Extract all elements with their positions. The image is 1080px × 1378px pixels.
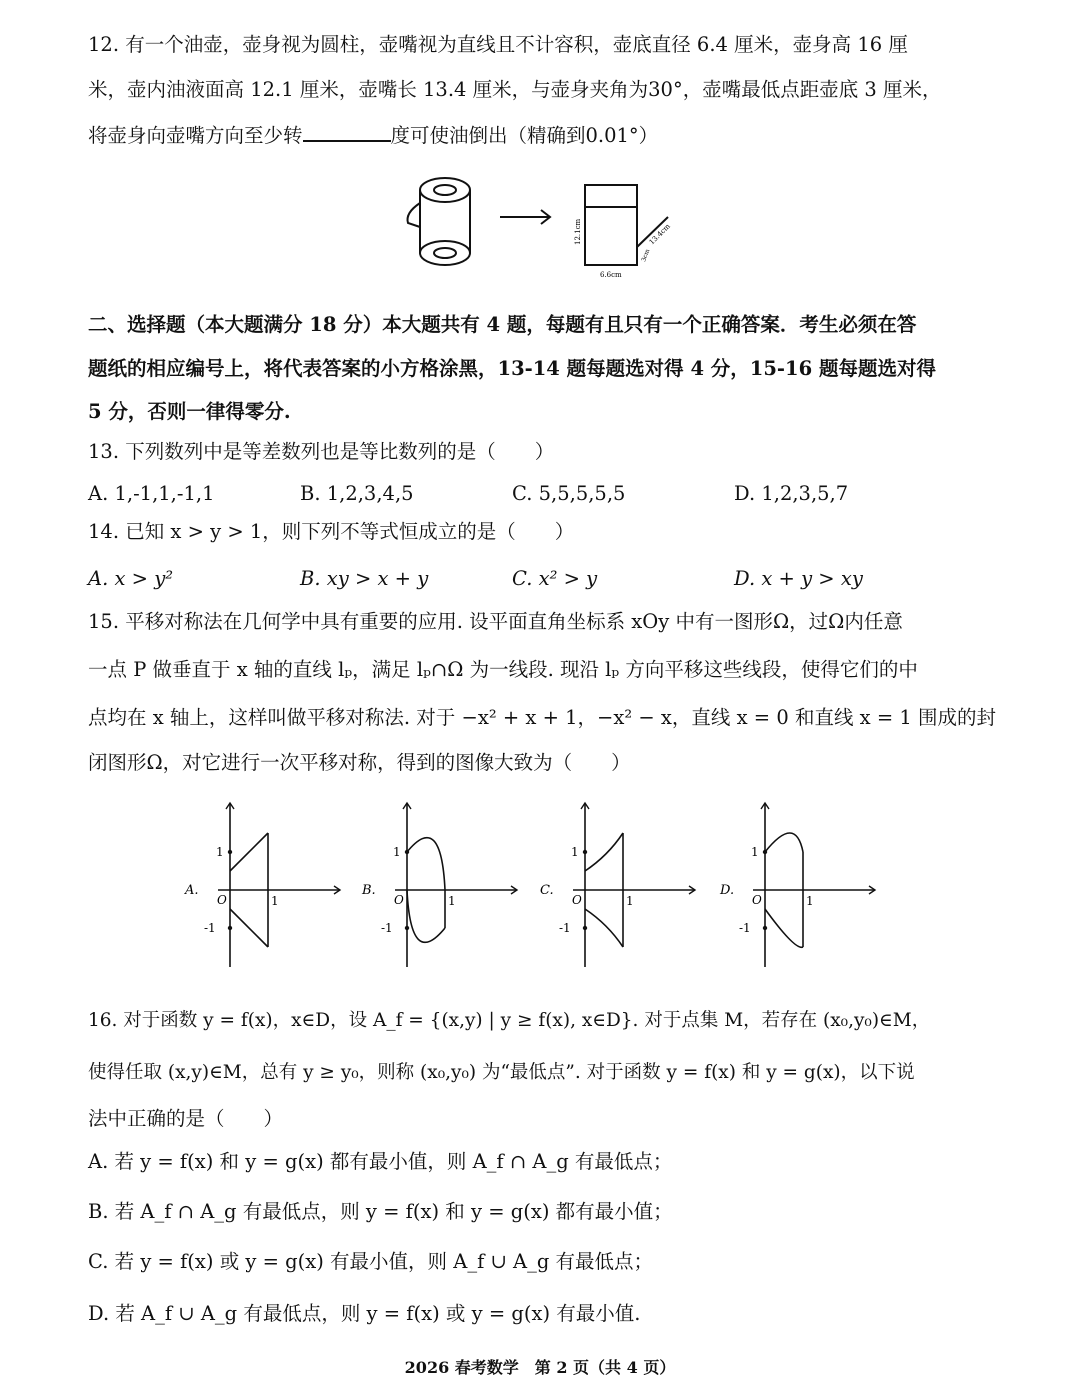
- q13-option-b[interactable]: B. 1,2,3,4,5: [300, 482, 414, 505]
- graph-a-label-neg1: -1: [204, 921, 216, 935]
- graph-d-option-label: D.: [720, 883, 735, 898]
- q13-stem: 13. 下列数列中是等差数列也是等比数列的是（ ）: [88, 440, 555, 463]
- q12-line-3-post: 度可使油倒出（精确到0.01°）: [390, 124, 659, 147]
- graph-c-label-1: 1: [571, 845, 579, 859]
- q16-line-1: 16. 对于函数 y = f(x)，x∈D，设 A_f = {(x,y) | y ≥ f(x), x∈D}. 对于点集 M，若存在 (x₀,y₀)∈M，: [88, 1010, 931, 1031]
- graph-d-tick-dot-neg1: [763, 926, 767, 930]
- q16-option-a[interactable]: A. 若 y = f(x) 和 y = g(x) 都有最小值，则 A_f ∩ A_g 有最低点；: [88, 1150, 673, 1173]
- graph-d-label-x1: 1: [806, 894, 814, 908]
- graph-b-label-neg1: -1: [381, 921, 393, 935]
- q12-line-1: 12. 有一个油壶，壶身视为圆柱，壶嘴视为直线且不计容积，壶底直径 6.4 厘米，壶身高 16 厘: [88, 33, 908, 56]
- graph-c-upper-curve: [585, 833, 623, 871]
- graph-a-origin: O: [217, 893, 227, 907]
- graph-b-tick-dot-neg1: [405, 926, 409, 930]
- graph-b-lower-curve: [407, 890, 445, 942]
- graph-a-tick-dot-1: [228, 850, 232, 854]
- q15-line-1: 15. 平移对称法在几何学中具有重要的应用. 设平面直角坐标系 xOy 中有一图形Ω，过Ω内任意: [88, 610, 903, 633]
- page-footer: 2026 春考数学 第 2 页（共 4 页）: [404, 1358, 676, 1377]
- q14-option-c[interactable]: C. x² > y: [512, 567, 598, 590]
- q12-line-3-pre: 将壶身向壶嘴方向至少转: [88, 124, 303, 147]
- graph-b-upper-curve: [407, 838, 445, 890]
- q14-stem: 14. 已知 x > y > 1，则下列不等式恒成立的是（ ）: [88, 520, 575, 543]
- answer-blank[interactable]: [303, 122, 391, 142]
- q14-option-d[interactable]: D. x + y > xy: [734, 567, 863, 590]
- q13-option-d[interactable]: D. 1,2,3,5,7: [734, 482, 849, 505]
- fig-label-3cm: 3cm: [640, 248, 652, 263]
- q12-line-3: [88, 122, 658, 147]
- q15-option-graphs: [175, 795, 895, 975]
- q13-option-a[interactable]: A. 1,-1,1,-1,1: [88, 482, 215, 505]
- q16-option-b[interactable]: B. 若 A_f ∩ A_g 有最低点，则 y = f(x) 和 y = g(x) 都有最小值；: [88, 1200, 673, 1223]
- fig-label-spout: 13.4cm: [647, 222, 672, 247]
- graph-c-tick-dot-1: [583, 850, 587, 854]
- cross-section-drawing: [585, 185, 668, 265]
- graph-a-upper-curve: [230, 833, 268, 871]
- q16-option-c[interactable]: C. 若 y = f(x) 或 y = g(x) 有最小值，则 A_f ∪ A_g 有最低点；: [88, 1250, 654, 1273]
- q15-line-3: 点均在 x 轴上，这样叫做平移对称法. 对于 −x² + x + 1，−x² − x，直线 x = 0 和直线 x = 1 围成的封: [88, 706, 996, 729]
- graph-d-label-neg1: -1: [739, 921, 751, 935]
- graph-b-option-label: B.: [362, 883, 376, 898]
- graph-a-option-label: A.: [185, 883, 199, 898]
- graph-c-lower-curve: [585, 909, 623, 947]
- q16-line-3: 法中正确的是（ ）: [88, 1107, 284, 1130]
- graph-a-lower-curve: [230, 909, 268, 947]
- section2-line-3: 5 分，否则一律得零分.: [88, 400, 291, 423]
- graph-d-label-1: 1: [751, 845, 759, 859]
- graph-d-origin: O: [752, 893, 762, 907]
- graph-d-upper-curve: [765, 833, 803, 852]
- q14-option-b[interactable]: B. xy > x + y: [300, 567, 429, 590]
- oil-pot-figure: [400, 165, 700, 285]
- q13-option-c[interactable]: C. 5,5,5,5,5: [512, 482, 626, 505]
- fig-label-height: 12.1cm: [574, 218, 582, 245]
- graph-b-label-1: 1: [393, 845, 401, 859]
- graph-c-label-x1: 1: [626, 894, 634, 908]
- right-arrow-icon: [500, 210, 550, 224]
- graph-c-tick-dot-neg1: [583, 926, 587, 930]
- section2-line-1: 二、选择题（本大题满分 18 分）本大题共有 4 题，每题有且只有一个正确答案．考生必须在答: [88, 313, 917, 336]
- fig-label-bottom: 6.6cm: [600, 271, 622, 279]
- graph-d-tick-dot-1: [763, 850, 767, 854]
- graph-a-label-x1: 1: [271, 894, 279, 908]
- cylinder-drawing: [408, 178, 471, 265]
- graph-c-option-label: C.: [540, 883, 554, 898]
- graph-b-label-x1: 1: [448, 894, 456, 908]
- graph-c-origin: O: [572, 893, 582, 907]
- graph-a-tick-dot-neg1: [228, 926, 232, 930]
- q15-line-2: 一点 P 做垂直于 x 轴的直线 lₚ，满足 lₚ∩Ω 为一线段. 现沿 lₚ 方向平移这些线段，使得它们的中: [88, 658, 918, 681]
- q16-line-2: 使得任取 (x,y)∈M，总有 y ≥ y₀，则称 (x₀,y₀) 为“最低点”. 对于函数 y = f(x) 和 y = g(x)，以下说: [88, 1062, 915, 1083]
- q12-line-2: 米，壶内油液面高 12.1 厘米，壶嘴长 13.4 厘米，与壶身夹角为30°，壶嘴最低点距壶底 3 厘米，: [88, 78, 942, 101]
- graph-b-tick-dot-1: [405, 850, 409, 854]
- section2-line-2: 题纸的相应编号上，将代表答案的小方格涂黑，13-14 题每题选对得 4 分，15-16 题每题选对得: [88, 357, 936, 380]
- graph-c-label-neg1: -1: [559, 921, 571, 935]
- q14-option-a[interactable]: A. x > y²: [88, 567, 174, 590]
- graph-a-label-1: 1: [216, 845, 224, 859]
- graph-b-origin: O: [394, 893, 404, 907]
- graph-d-lower-curve: [765, 909, 803, 947]
- q15-line-4: 闭图形Ω，对它进行一次平移对称，得到的图像大致为（ ）: [88, 751, 631, 774]
- q16-option-d[interactable]: D. 若 A_f ∪ A_g 有最低点，则 y = f(x) 或 y = g(x) 有最小值.: [88, 1302, 641, 1325]
